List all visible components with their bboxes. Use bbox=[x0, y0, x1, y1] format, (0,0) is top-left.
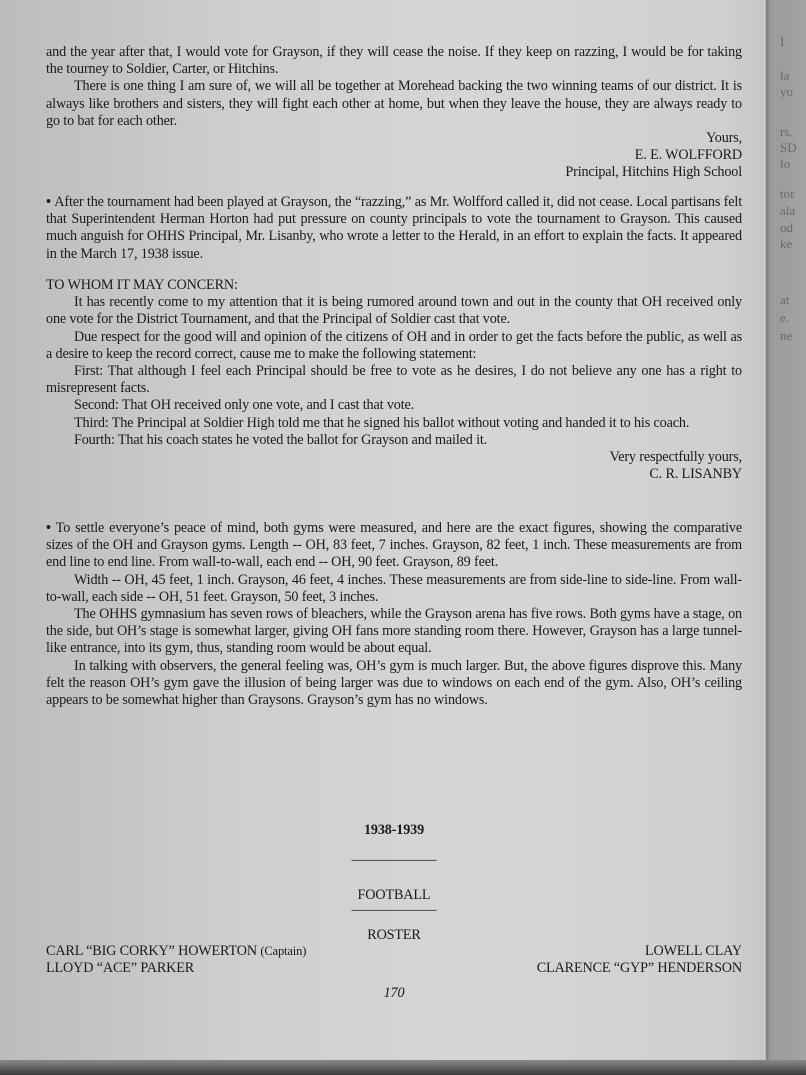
tournament-note bbox=[46, 194, 742, 263]
page-bottom-shadow bbox=[0, 1060, 806, 1075]
roster-list bbox=[46, 943, 742, 977]
note-paragraph: • After the tournament had been played at Grayson, the “razzing,” as Mr. Wolfford called it, did not cease. Local partisans felt that Superintendent Herman Horton had put pressure on county principals to vote the tournament to Grayson. This caused much anguish for OHHS Principal, Mr. Lisanby, who wrote a letter to the Herald, in an effort to explain the facts. It appeared in the March 17, 1938 issue. bbox=[46, 194, 742, 263]
gym-paragraph: The OHHS gymnasium has seven rows of bleachers, while the Grayson arena has five rows. Both gyms have a stage, on the side, but OH’s stage is somewhat larger, giving OH fans more standing room there. However, Grayson has a large tunnel-like entrance, into its gym, thus, standing room would be about equal. bbox=[46, 606, 742, 657]
facing-text-fragment: la bbox=[780, 68, 790, 83]
roster-entry: LOWELL CLAY bbox=[645, 943, 742, 959]
facing-text-fragment: ne bbox=[780, 328, 793, 343]
letter-paragraph: There is one thing I am sure of, we will all be together at Morehead backing the two winning teams of our district. It is always like brothers and sisters, they will fight each other at home, but when they leave the house, they are always ready to go to bat for each other. bbox=[46, 78, 742, 129]
gym-paragraph: • To settle everyone’s peace of mind, both gyms were measured, and here are the exact figures, showing the comparative sizes of the OH and Grayson gyms. Length -- OH, 83 feet, 7 inches. Grayson, 82 feet, 1 inch. These measurements are from end line to end line. From wall-to-wall, each end -- OH, 90 feet. Grayson, 89 feet. bbox=[46, 520, 742, 572]
roster-entry: CLARENCE “GYP” HENDERSON bbox=[536, 960, 742, 977]
letter-paragraph: It has recently come to my attention that it is being rumored around town and out in the county that OH received only one vote for the District Tournament, and that the Principal of Soldier cast that vote. bbox=[46, 294, 742, 328]
letter-paragraph: First: That although I feel each Principal should be free to vote as he desires, I do not believe any one has a right to misrepresent facts. bbox=[46, 363, 742, 397]
section-divider: —————— bbox=[351, 852, 437, 868]
gym-section bbox=[46, 520, 742, 709]
section-divider: —————— bbox=[351, 902, 437, 918]
facing-text-fragment: rs. bbox=[780, 124, 793, 139]
letter-closing: Very respectfully yours, bbox=[609, 449, 742, 466]
facing-text-fragment: I bbox=[780, 34, 785, 49]
lisanby-letter bbox=[46, 277, 742, 483]
letter-paragraph: Third: The Principal at Soldier High told me that he signed his ballot without voting and handed it to his coach. bbox=[74, 414, 690, 431]
facing-text-fragment: yo bbox=[780, 84, 793, 99]
facing-text-fragment: e. bbox=[780, 310, 790, 325]
sport-heading: FOOTBALL bbox=[357, 887, 431, 903]
letter-signer-title: Principal, Hitchins High School bbox=[565, 164, 742, 181]
facing-text-fragment: at bbox=[780, 292, 790, 307]
roster-entry: CARL “BIG CORKY” HOWERTON (Captain) bbox=[46, 943, 307, 959]
letter-signer: C. R. LISANBY bbox=[649, 466, 742, 483]
facing-text-fragment: lo bbox=[780, 156, 791, 171]
letter-signer: E. E. WOLFFORD bbox=[634, 147, 742, 164]
gym-paragraph: Width -- OH, 45 feet, 1 inch. Grayson, 46 feet, 4 inches. These measurements are from side-line to side-line. From wall-to-wall, each side -- OH, 51 feet. Grayson, 50 feet, 3 inches. bbox=[46, 571, 742, 605]
facing-text-fragment: SD bbox=[780, 140, 797, 155]
facing-text-fragment: ke bbox=[780, 236, 793, 251]
roster-entry: LLOYD “ACE” PARKER bbox=[46, 960, 195, 977]
wolfford-letter bbox=[46, 44, 742, 182]
roster-heading: ROSTER bbox=[367, 927, 421, 943]
letter-salutation: TO WHOM IT MAY CONCERN: bbox=[46, 277, 238, 293]
facing-text-fragment: tor bbox=[780, 186, 795, 201]
letter-paragraph: Fourth: That his coach states he voted the ballot for Grayson and mailed it. bbox=[74, 431, 488, 448]
facing-text-fragment: od bbox=[780, 220, 793, 235]
letter-paragraph: and the year after that, I would vote for Grayson, if they will cease the noise. If they keep on razzing, I would be for taking the tourney to Soldier, Carter, or Hitchins. bbox=[46, 44, 742, 78]
season-year: 1938-1939 bbox=[363, 822, 425, 838]
gym-paragraph: In talking with observers, the general feeling was, OH’s gym is much larger. But, the above figures disprove this. Many felt the reason OH’s gym gave the illusion of being larger was due to windows on each end of the gym. Also, OH’s ceiling appears to be somewhat higher than Graysons. Grayson’s gym has no windows. bbox=[46, 657, 742, 709]
page-number: 170 bbox=[383, 985, 405, 1001]
facing-text-fragment: ala bbox=[780, 203, 796, 218]
letter-closing: Yours, bbox=[706, 130, 742, 147]
facing-page-edge bbox=[764, 0, 806, 1062]
letter-paragraph: Due respect for the good will and opinion of the citizens of OH and in order to get the facts before the public, as well as a desire to keep the record correct, cause me to make the following statement: bbox=[46, 328, 742, 362]
letter-paragraph: Second: That OH received only one vote, and I cast that vote. bbox=[74, 397, 415, 414]
